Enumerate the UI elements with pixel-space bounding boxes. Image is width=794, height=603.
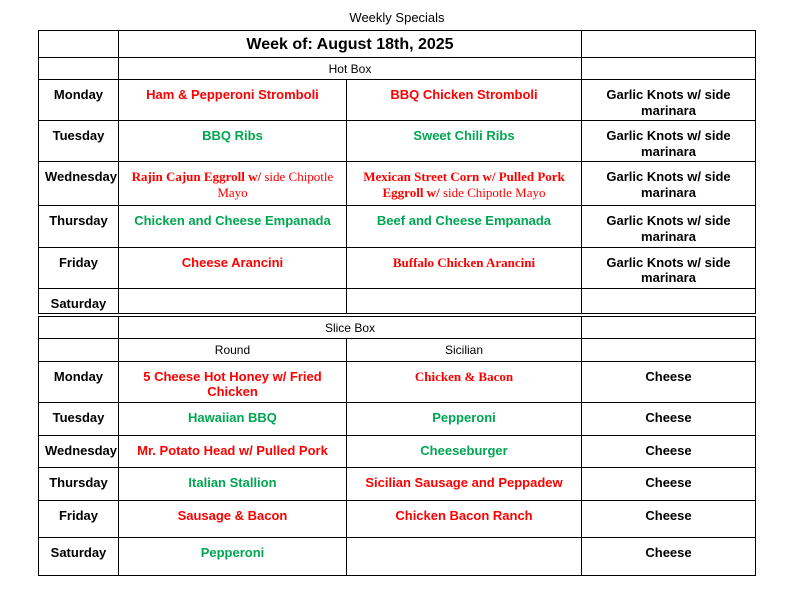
table-row-slice-box-header <box>38 315 755 338</box>
table-row-hotbox-monday <box>38 80 755 121</box>
menu-item-cell: Hawaiian BBQ <box>118 402 346 435</box>
menu-item-cell: Chicken and Cheese Empanada <box>118 206 346 247</box>
specials-table <box>38 30 756 576</box>
empty-cell <box>38 315 118 338</box>
column-header-round: Round <box>118 338 346 361</box>
menu-item-cell: Sausage & Bacon <box>118 500 346 537</box>
menu-item-cell: Ham & Pepperoni Stromboli <box>118 80 346 121</box>
day-label: Wednesday <box>38 162 118 206</box>
menu-item-cell: Sweet Chili Ribs <box>346 121 581 162</box>
side-item-cell: Garlic Knots w/ side marinara <box>582 80 756 121</box>
menu-item-cell: Cheeseburger <box>346 435 581 467</box>
empty-cell <box>582 31 756 58</box>
side-item-cell: Garlic Knots w/ side marinara <box>582 162 756 206</box>
side-item-cell: Garlic Knots w/ side marinara <box>582 247 756 288</box>
side-item-cell: Cheese <box>582 435 756 467</box>
side-item-cell: Cheese <box>582 361 756 402</box>
menu-item-cell: Cheese Arancini <box>118 247 346 288</box>
menu-item-cell: 5 Cheese Hot Honey w/ Fried Chicken <box>118 361 346 402</box>
menu-item-main: Mexican Street Corn w/ Pulled Pork Eggroll w/ <box>363 169 565 200</box>
menu-item-cell: Chicken & Bacon <box>346 361 581 402</box>
table-row-slicebox-wednesday <box>38 435 755 467</box>
menu-item-cell: BBQ Ribs <box>118 121 346 162</box>
day-label: Wednesday <box>38 435 118 467</box>
empty-cell <box>582 315 756 338</box>
menu-item-cell: Mr. Potato Head w/ Pulled Pork <box>118 435 346 467</box>
side-item-cell: Garlic Knots w/ side marinara <box>582 121 756 162</box>
side-item-cell <box>582 288 756 315</box>
day-label: Thursday <box>38 206 118 247</box>
table-row-slicebox-friday <box>38 500 755 537</box>
day-label: Saturday <box>38 537 118 575</box>
table-row-slicebox-monday <box>38 361 755 402</box>
menu-item-main: Rajin Cajun Eggroll w/ <box>131 169 262 185</box>
menu-item-sub: side Chipotle Mayo <box>217 169 334 200</box>
table-row-hotbox-thursday <box>38 206 755 247</box>
side-item-cell: Garlic Knots w/ side marinara <box>582 206 756 247</box>
menu-item-cell: Pepperoni <box>118 537 346 575</box>
empty-cell <box>38 338 118 361</box>
table-row-slicebox-tuesday <box>38 402 755 435</box>
menu-item-cell: Sicilian Sausage and Peppadew <box>346 467 581 500</box>
table-row-hotbox-wednesday <box>38 162 755 206</box>
empty-cell <box>582 338 756 361</box>
menu-item-cell: Italian Stallion <box>118 467 346 500</box>
day-label: Tuesday <box>38 121 118 162</box>
day-label: Thursday <box>38 467 118 500</box>
table-row-hot-box-header <box>38 58 755 80</box>
menu-item-cell: Buffalo Chicken Arancini <box>346 247 581 288</box>
day-label: Monday <box>38 361 118 402</box>
menu-item-cell: Chicken Bacon Ranch <box>346 500 581 537</box>
table-row-hotbox-saturday <box>38 288 755 315</box>
menu-item-cell: BBQ Chicken Stromboli <box>346 80 581 121</box>
table-row-slice-subheaders <box>38 338 755 361</box>
column-header-sicilian: Sicilian <box>346 338 581 361</box>
table-row-slicebox-thursday <box>38 467 755 500</box>
table-row-week-header <box>38 31 755 58</box>
menu-item-cell <box>346 537 581 575</box>
day-label: Friday <box>38 247 118 288</box>
menu-item-cell: Beef and Cheese Empanada <box>346 206 581 247</box>
week-of-header: Week of: August 18th, 2025 <box>118 31 581 58</box>
day-label: Tuesday <box>38 402 118 435</box>
menu-item-cell <box>118 288 346 315</box>
side-item-cell: Cheese <box>582 500 756 537</box>
day-label: Friday <box>38 500 118 537</box>
empty-cell <box>38 58 118 80</box>
section-label-hot-box: Hot Box <box>118 58 581 80</box>
menu-item-cell <box>346 162 581 206</box>
side-item-cell: Cheese <box>582 402 756 435</box>
table-row-hotbox-friday <box>38 247 755 288</box>
menu-item-cell <box>346 288 581 315</box>
table-row-slicebox-saturday <box>38 537 755 575</box>
menu-item-cell: Pepperoni <box>346 402 581 435</box>
menu-item-cell <box>118 162 346 206</box>
day-label: Saturday <box>38 288 118 315</box>
section-label-slice-box: Slice Box <box>118 315 581 338</box>
side-item-cell: Cheese <box>582 537 756 575</box>
empty-cell <box>38 31 118 58</box>
table-row-hotbox-tuesday <box>38 121 755 162</box>
menu-item-sub: side Chipotle Mayo <box>439 184 546 200</box>
page-title: Weekly Specials <box>349 10 445 25</box>
empty-cell <box>582 58 756 80</box>
day-label: Monday <box>38 80 118 121</box>
side-item-cell: Cheese <box>582 467 756 500</box>
